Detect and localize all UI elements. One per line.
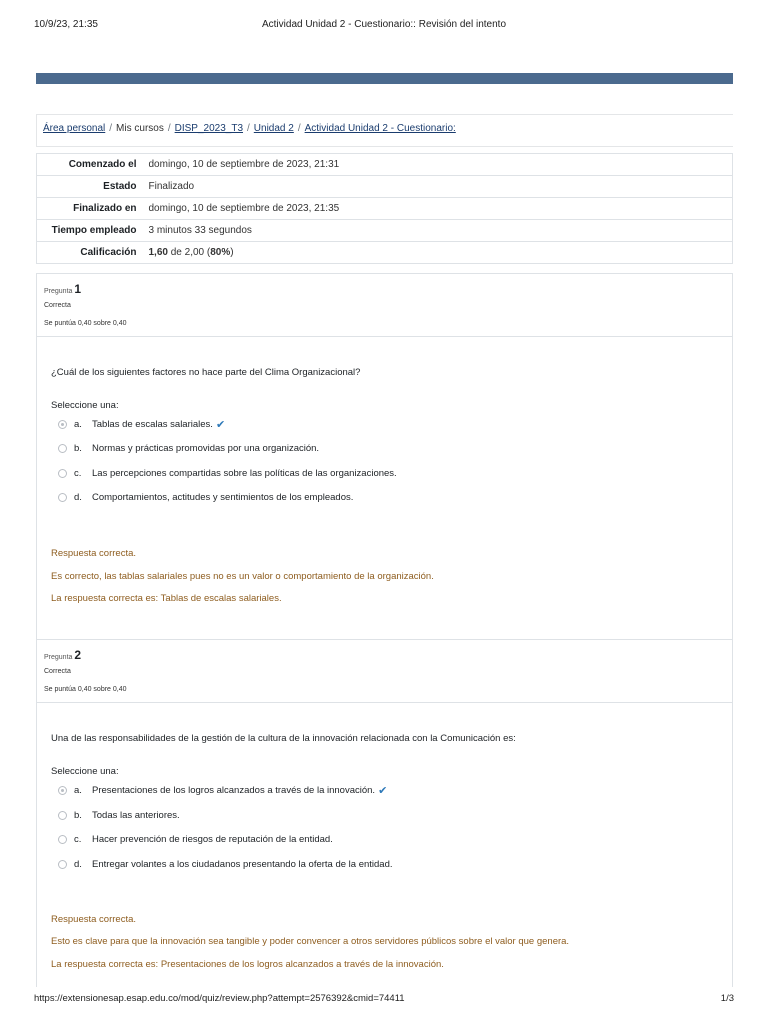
question-grade: Se puntúa 0,40 sobre 0,40 bbox=[44, 320, 127, 327]
breadcrumb-separator: / bbox=[109, 123, 113, 134]
summary-label: Calificación bbox=[37, 242, 143, 264]
option-letter: c. bbox=[74, 467, 82, 479]
answer-option-c[interactable] bbox=[58, 832, 333, 846]
radio-button[interactable] bbox=[58, 786, 67, 795]
summary-value: 3 minutos 33 segundos bbox=[143, 220, 733, 242]
radio-button[interactable] bbox=[58, 493, 67, 502]
answer-option-b[interactable] bbox=[58, 441, 319, 455]
option-text: Normas y prácticas promovidas por una organización. bbox=[92, 442, 320, 454]
option-text: Entregar volantes a los ciudadanos presentando la oferta de la entidad. bbox=[92, 858, 393, 870]
option-letter: b. bbox=[74, 809, 82, 821]
question-text: ¿Cuál de los siguientes factores no hace parte del Clima Organizacional? bbox=[51, 367, 361, 378]
summary-row-grade bbox=[37, 242, 733, 264]
option-text: Comportamientos, actitudes y sentimientos de los empleados. bbox=[92, 491, 354, 503]
print-footer bbox=[34, 993, 734, 1007]
question-state: Correcta bbox=[44, 668, 71, 675]
question-info-2 bbox=[36, 639, 733, 703]
radio-button[interactable] bbox=[58, 860, 67, 869]
answer-option-c[interactable] bbox=[58, 466, 397, 480]
feedback-status: Respuesta correcta. bbox=[51, 548, 137, 559]
summary-label: Tiempo empleado bbox=[37, 220, 143, 242]
question-number-value: 2 bbox=[74, 648, 82, 662]
option-text: Tablas de escalas salariales. bbox=[92, 418, 213, 430]
question-number bbox=[44, 648, 81, 662]
summary-row-state bbox=[37, 176, 733, 198]
radio-button[interactable] bbox=[58, 420, 67, 429]
summary-label: Estado bbox=[37, 176, 143, 198]
answer-option-d[interactable] bbox=[58, 490, 353, 504]
feedback-general: Esto es clave para que la innovación sea tangible y poder convencer a otros servidores públicos sobre el valor que genera. bbox=[51, 936, 570, 947]
option-text: Hacer prevención de riesgos de reputación de la entidad. bbox=[92, 833, 333, 845]
feedback-general: Es correcto, las tablas salariales pues no es un valor o comportamiento de la organización. bbox=[51, 571, 434, 582]
page-number: 1/3 bbox=[720, 993, 734, 1004]
option-letter: a. bbox=[74, 784, 82, 796]
print-header bbox=[34, 19, 734, 33]
summary-label: Finalizado en bbox=[37, 198, 143, 220]
answer-option-b[interactable] bbox=[58, 808, 180, 822]
grade-mid: de 2,00 ( bbox=[167, 247, 211, 258]
breadcrumb-my-courses: Mis cursos bbox=[116, 123, 164, 134]
grade-percent: 80% bbox=[210, 247, 231, 258]
summary-grade-value bbox=[143, 242, 733, 264]
feedback-correct-answer: La respuesta correcta es: Tablas de escalas salariales. bbox=[51, 593, 282, 604]
question-text: Una de las responsabilidades de la gestión de la cultura de la innovación relacionada con la Comunicación es: bbox=[51, 733, 516, 744]
print-title: Actividad Unidad 2 - Cuestionario:: Revisión del intento bbox=[261, 19, 507, 30]
breadcrumb-separator: / bbox=[247, 123, 250, 134]
breadcrumb-activity-link[interactable]: Actividad Unidad 2 - Cuestionario: bbox=[304, 123, 456, 134]
question-body-1 bbox=[36, 337, 733, 639]
grade-score: 1,60 bbox=[148, 247, 168, 258]
breadcrumb-course-link[interactable]: DISP_2023_T3 bbox=[174, 123, 244, 134]
question-body-2 bbox=[36, 703, 733, 987]
radio-button[interactable] bbox=[58, 469, 67, 478]
breadcrumb-unit-link[interactable]: Unidad 2 bbox=[253, 123, 294, 134]
header-banner bbox=[36, 73, 733, 84]
question-prefix: Pregunta bbox=[44, 288, 73, 295]
question-state: Correcta bbox=[44, 302, 71, 309]
radio-button[interactable] bbox=[58, 811, 67, 820]
attempt-summary-table bbox=[36, 153, 733, 264]
correct-check-icon: ✔ bbox=[215, 418, 226, 431]
question-info-1 bbox=[36, 273, 733, 337]
answer-option-d[interactable] bbox=[58, 857, 393, 871]
question-number bbox=[44, 282, 81, 296]
print-url: https://extensionesap.esap.edu.co/mod/quiz/review.php?attempt=2576392&cmid=74411 bbox=[34, 993, 405, 1004]
answer-option-a[interactable] bbox=[58, 417, 225, 431]
option-letter: b. bbox=[74, 442, 82, 454]
option-text: Las percepciones compartidas sobre las políticas de las organizaciones. bbox=[92, 467, 397, 479]
summary-value: domingo, 10 de septiembre de 2023, 21:35 bbox=[143, 198, 733, 220]
radio-button[interactable] bbox=[58, 444, 67, 453]
breadcrumb-home-link[interactable]: Área personal bbox=[43, 123, 106, 134]
option-text: Todas las anteriores. bbox=[92, 809, 180, 821]
option-letter: a. bbox=[74, 418, 82, 430]
breadcrumb-separator: / bbox=[167, 123, 171, 134]
radio-button[interactable] bbox=[58, 835, 67, 844]
correct-check-icon: ✔ bbox=[378, 784, 388, 797]
feedback-status: Respuesta correcta. bbox=[51, 914, 137, 925]
print-datetime: 10/9/23, 21:35 bbox=[34, 19, 98, 30]
summary-value: Finalizado bbox=[143, 176, 733, 198]
question-grade: Se puntúa 0,40 sobre 0,40 bbox=[44, 686, 127, 693]
breadcrumb-separator: / bbox=[297, 123, 301, 134]
feedback-correct-answer: La respuesta correcta es: Presentaciones de los logros alcanzados a través de la innovación. bbox=[51, 959, 444, 970]
option-letter: d. bbox=[74, 858, 82, 870]
breadcrumb bbox=[43, 123, 456, 134]
question-prompt: Seleccione una: bbox=[51, 400, 119, 411]
option-letter: d. bbox=[74, 491, 82, 503]
question-number-value: 1 bbox=[74, 282, 82, 296]
option-text: Presentaciones de los logros alcanzados a través de la innovación. bbox=[92, 784, 376, 796]
answer-option-a[interactable] bbox=[58, 783, 387, 797]
summary-label: Comenzado el bbox=[68, 159, 137, 170]
summary-value: domingo, 10 de septiembre de 2023, 21:31 bbox=[148, 159, 340, 170]
summary-row-started bbox=[37, 154, 733, 176]
summary-row-finished bbox=[37, 198, 733, 220]
grade-end: ) bbox=[230, 247, 234, 258]
option-letter: c. bbox=[74, 833, 82, 845]
question-prompt: Seleccione una: bbox=[51, 766, 119, 777]
question-prefix: Pregunta bbox=[44, 654, 73, 661]
summary-row-time bbox=[37, 220, 733, 242]
